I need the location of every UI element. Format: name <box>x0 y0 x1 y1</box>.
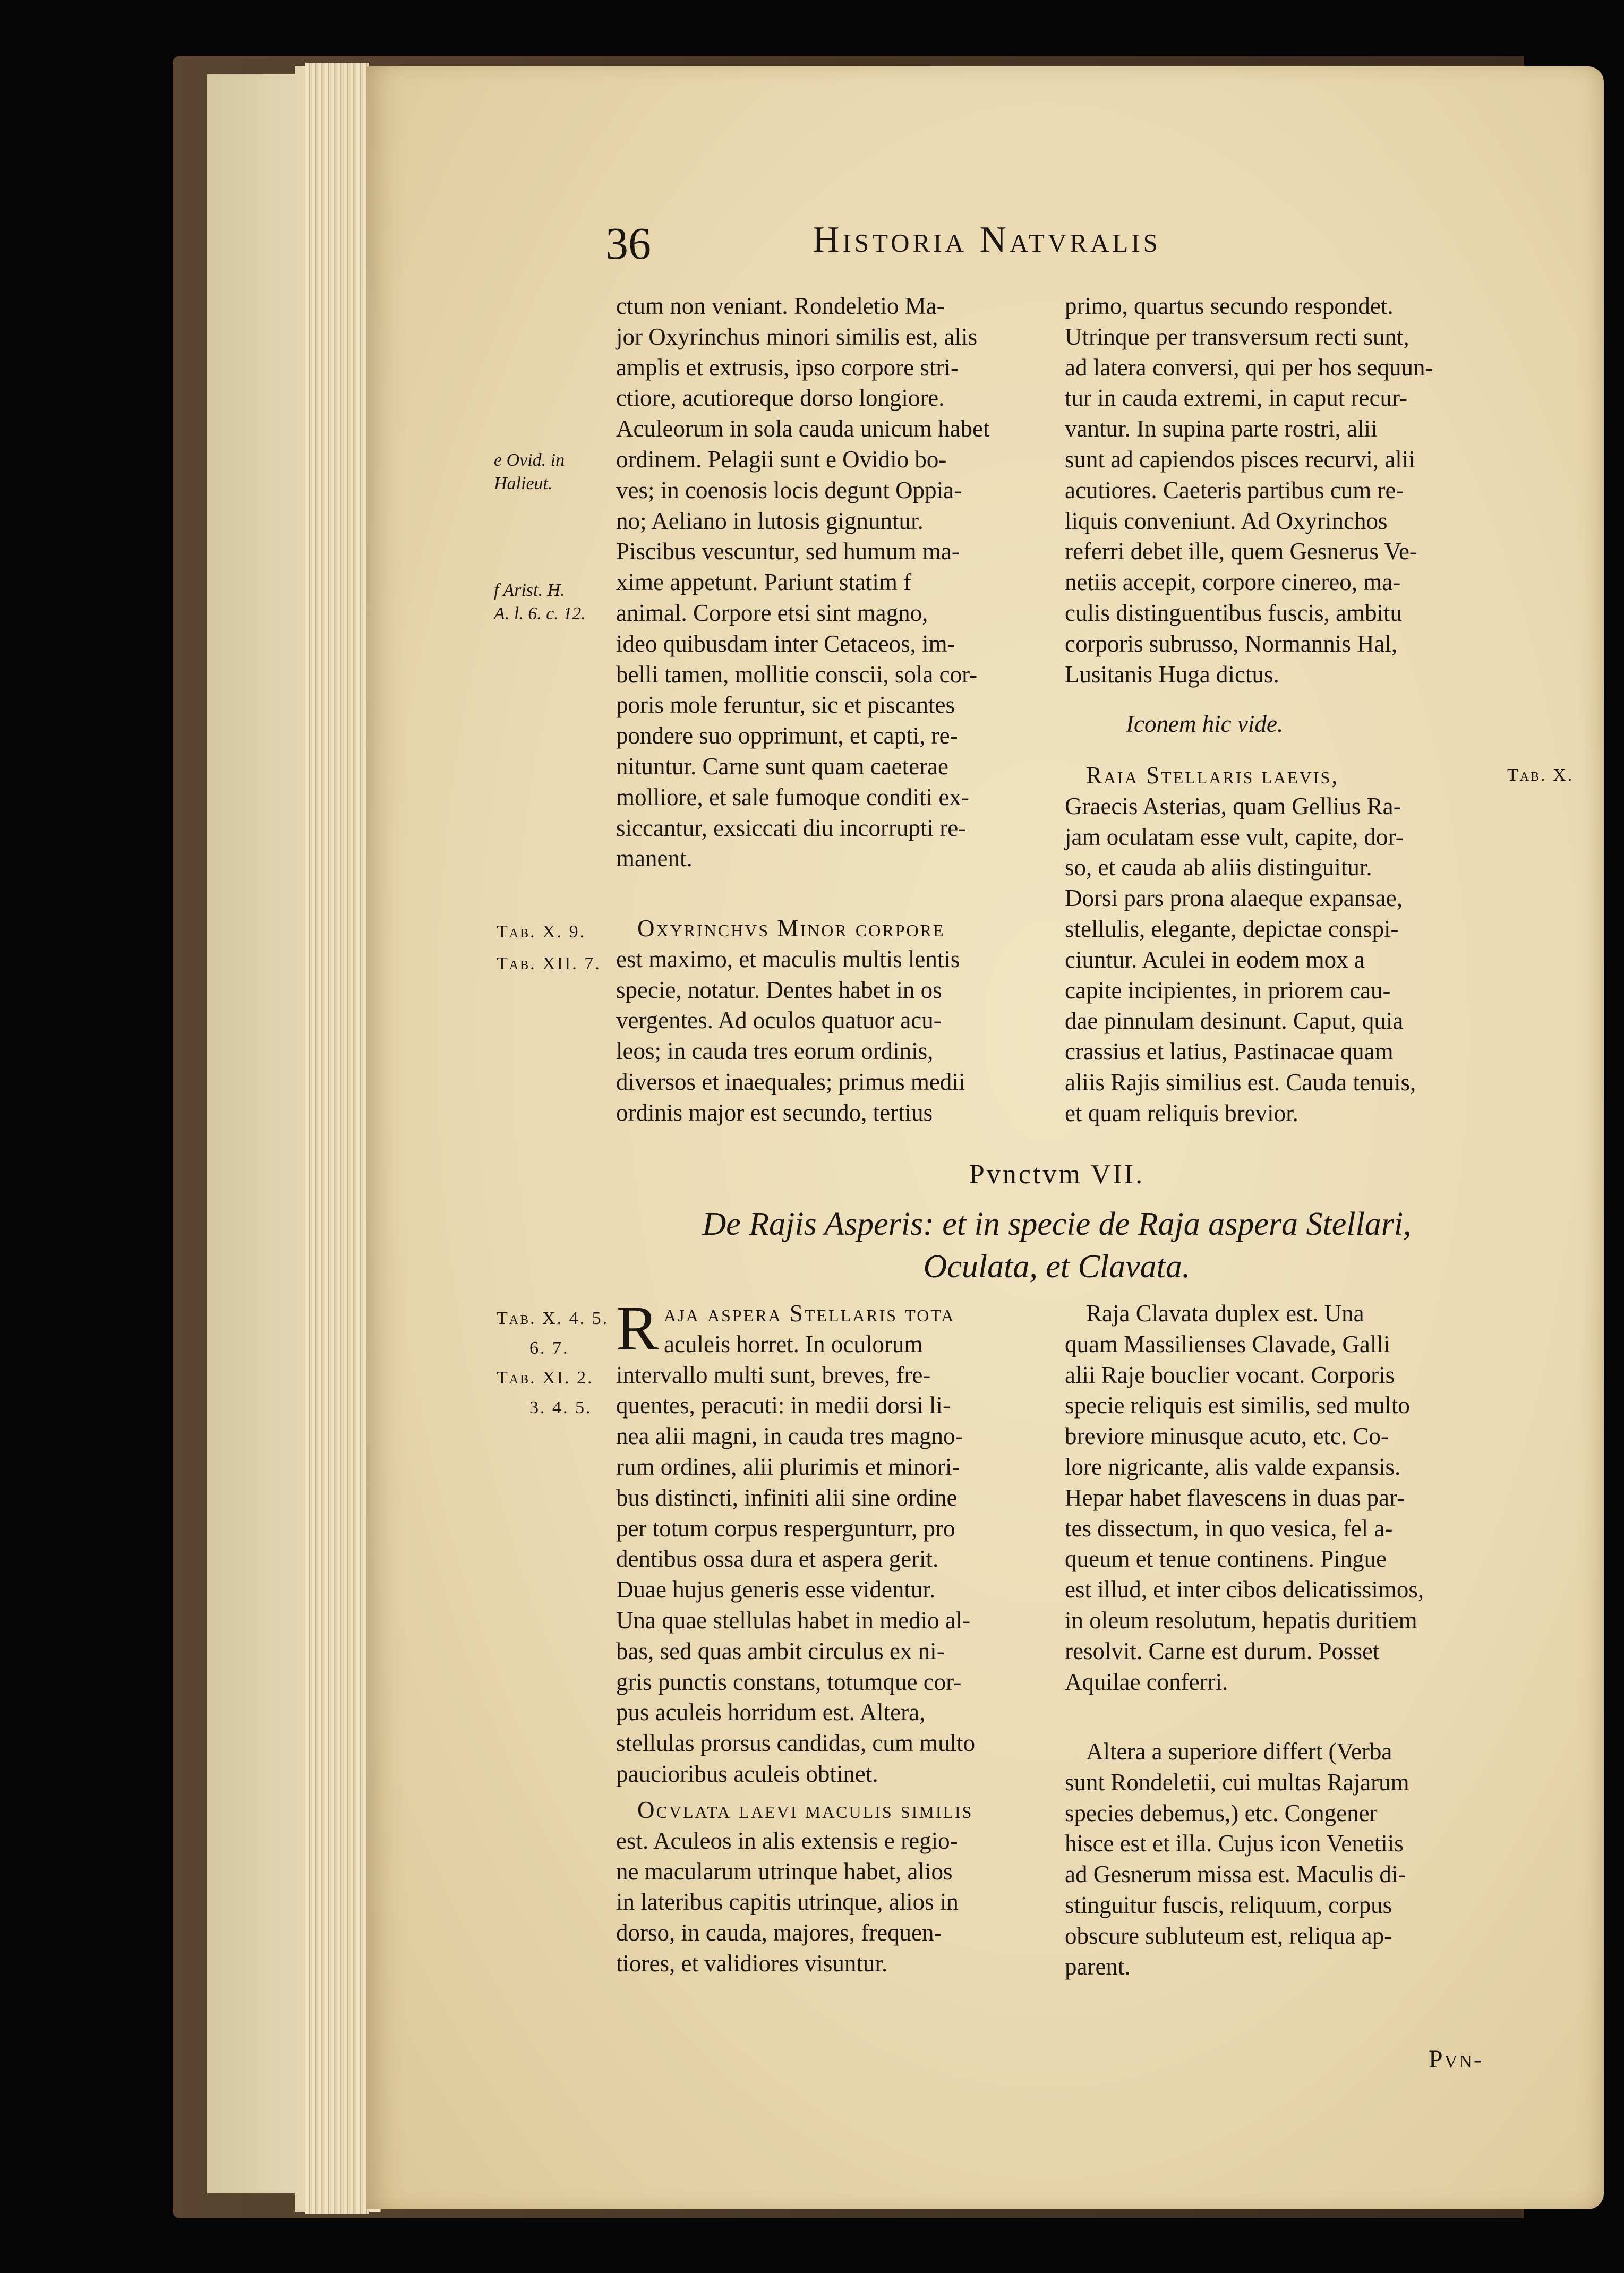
text-line: primo, quartus secundo respondet. <box>1065 293 1394 319</box>
text-line: sunt Rondeletii, cui multas Rajarum <box>1065 1768 1409 1796</box>
text-line: dae pinnulam desinunt. Caput, quia <box>1065 1007 1404 1035</box>
text-line: diversos et inaequales; primus medii <box>616 1068 965 1095</box>
text-line: in lateribus capitis utrinque, alios in <box>616 1889 959 1916</box>
section-punctum: Pvnctvm VII. <box>969 1159 1145 1190</box>
text-line: bas, sed quas ambit circulus ex ni- <box>616 1637 945 1664</box>
margin-line: e Ovid. in <box>494 450 565 470</box>
text-line: vergentes. Ad oculos quatuor acu- <box>616 1007 942 1034</box>
text-line: so, et cauda ab aliis distinguitur. <box>1065 854 1372 881</box>
text-line: rum ordines, alii plurimis et minori- <box>616 1453 960 1480</box>
text-line: vantur. In supina parte rostri, alii <box>1065 415 1378 442</box>
text-line: aculeis horret. In oculorum <box>664 1330 923 1357</box>
iconem-note <box>1065 709 1500 740</box>
margin-line: Halieut. <box>494 474 553 493</box>
text-line: manent. <box>616 845 693 872</box>
text-line: Dorsi pars prona alaeque expansae, <box>1065 885 1403 912</box>
left-column-para2 <box>616 913 1046 1129</box>
drop-cap: R <box>616 1293 659 1363</box>
text-line: ne macularum utrinque habet, alios <box>616 1858 953 1885</box>
left-column-bottom-para2 <box>616 1795 1046 1979</box>
text-line: dorso, in cauda, majores, frequen- <box>616 1919 942 1946</box>
text-line: molliore, et sale fumoque conditi ex- <box>616 783 969 810</box>
text-line: stellulis, elegante, depictae conspi- <box>1065 915 1399 942</box>
text-line: Altera a superiore differt (Verba <box>1086 1738 1392 1765</box>
text-line: breviore minusque acuto, etc. Co- <box>1065 1423 1389 1450</box>
text-line: sunt ad capiendos pisces recurvi, alii <box>1065 446 1415 473</box>
text-line: amplis et extrusis, ipso corpore stri- <box>616 354 959 381</box>
text-line: tiores, et validiores visuntur. <box>616 1950 888 1977</box>
text-line: paucioribus aculeis obtinet. <box>616 1760 878 1787</box>
text-line: jam oculatam esse vult, capite, dor- <box>1065 823 1404 850</box>
text-line: netiis accepit, corpore cinereo, ma- <box>1065 569 1401 596</box>
text-line: pus aculeis horridum est. Altera, <box>616 1699 926 1726</box>
text-line: crassius et latius, Pastinacae quam <box>1065 1038 1394 1065</box>
text-line: Utrinque per transversum recti sunt, <box>1065 323 1409 350</box>
text-line: obscure subluteum est, reliqua ap- <box>1065 1922 1392 1949</box>
text-line: Raja Clavata duplex est. Una <box>1086 1300 1364 1327</box>
right-column-para2 <box>1065 760 1500 1129</box>
text-line: parent. <box>1065 1953 1131 1980</box>
text-line: nea alii magni, in cauda tres magno- <box>616 1423 963 1450</box>
text-line: est. Aculeos in alis extensis e regio- <box>616 1827 958 1854</box>
text-line: ves; in coenosis locis degunt Oppia- <box>616 476 962 503</box>
text-line: aja aspera Stellaris tota <box>664 1300 955 1327</box>
text-line: ad Gesnerum missa est. Maculis di- <box>1065 1861 1406 1888</box>
text-line: stellulas prorsus candidas, cum multo <box>616 1730 976 1757</box>
section-title-line2: Oculata, et Clavata. <box>923 1249 1191 1285</box>
margin-line: f Arist. H. <box>494 580 565 600</box>
text-line: pondere suo opprimunt, et capti, re- <box>616 722 958 749</box>
left-column-top <box>616 291 1046 874</box>
left-column-bottom <box>616 1293 1046 1790</box>
text-line: poris mole feruntur, sic et piscantes <box>616 691 955 719</box>
text-line: ad latera conversi, qui per hos sequun- <box>1065 354 1433 381</box>
text-line: leos; in cauda tres eorum ordinis, <box>616 1038 934 1065</box>
text-line: alii Raje bouclier vocant. Corporis <box>1065 1361 1395 1388</box>
text-line: ctum non veniant. Rondeletio Ma- <box>616 293 945 319</box>
text-line: hisce est et illa. Cujus icon Venetiis <box>1065 1830 1404 1857</box>
text-line: specie reliquis est similis, sed multo <box>1065 1392 1410 1419</box>
section-title-line1: De Rajis Asperis: et in specie de Raja aspera Stellari, <box>702 1206 1412 1242</box>
text-line: gris punctis constans, totumque cor- <box>616 1668 962 1695</box>
text-line: capite incipientes, in priorem cau- <box>1065 977 1391 1004</box>
text-line: stinguitur fuscis, reliquum, corpus <box>1065 1891 1392 1918</box>
text-line: animal. Corpore etsi sint magno, <box>616 599 928 626</box>
margin-line: Tab. XI. 2. <box>497 1368 594 1388</box>
text-line: Ocvlata laevi maculis similis <box>637 1797 973 1823</box>
text-line: per totum corpus respergunturr, pro <box>616 1515 955 1542</box>
text-line: Lusitanis Huga dictus. <box>1065 661 1279 688</box>
text-line: ordinem. Pelagii sunt e Ovidio bo- <box>616 446 947 473</box>
text-line: quam Massilienses Clavade, Galli <box>1065 1330 1390 1357</box>
page-edges <box>305 63 369 2214</box>
text-line: Oxyrinchvs Minor corpore <box>637 915 945 942</box>
text-line: Raia Stellaris laevis, <box>1086 762 1339 789</box>
text-line: tes dissectum, in quo vesica, fel a- <box>1065 1515 1393 1542</box>
text-line: belli tamen, mollitie conscii, sola cor- <box>616 661 978 688</box>
text-line: ciuntur. Aculei in eodem mox a <box>1065 946 1365 973</box>
text-line: Hepar habet flavescens in duas par- <box>1065 1484 1405 1511</box>
text-line: ctiore, acutioreque dorso longiore. <box>616 384 945 412</box>
text-line: in oleum resolutum, hepatis duritiem <box>1065 1607 1417 1634</box>
catchword: Pvn- <box>1429 2045 1484 2073</box>
margin-note-tab1 <box>497 916 601 980</box>
text-line: Aquilae conferri. <box>1065 1668 1228 1695</box>
margin-line: Tab. X. <box>1507 765 1574 785</box>
text-line: ideo quibusdam inter Cetaceos, im- <box>616 630 955 657</box>
text-line: Duae hujus generis esse videntur. <box>616 1576 936 1603</box>
margin-note-tab2 <box>497 1304 609 1423</box>
text-line: resolvit. Carne est durum. Posset <box>1065 1637 1380 1664</box>
text-line: et quam reliquis brevior. <box>1065 1099 1298 1126</box>
text-line: referri debet ille, quem Gesnerus Ve- <box>1065 538 1417 565</box>
text-line: Graecis Asterias, quam Gellius Ra- <box>1065 792 1401 819</box>
text-line: culis distinguentibus fuscis, ambitu <box>1065 599 1402 626</box>
margin-line: 6. 7. <box>529 1338 569 1358</box>
text-line: specie, notatur. Dentes habet in os <box>616 976 942 1003</box>
margin-line: Tab. X. 4. 5. <box>497 1309 609 1328</box>
text-line: xime appetunt. Pariunt statim f <box>616 569 912 596</box>
page-number: 36 <box>605 218 651 269</box>
right-column-top <box>1065 291 1500 690</box>
text-line: siccantur, exsiccati diu incorrupti re- <box>616 814 967 841</box>
text-line: species debemus,) etc. Congener <box>1065 1799 1378 1826</box>
text-line: Una quae stellulas habet in medio al- <box>616 1607 971 1634</box>
margin-line: A. l. 6. c. 12. <box>494 604 586 623</box>
margin-note-arist <box>494 579 586 626</box>
text-line: est maximo, et maculis multis lentis <box>616 945 960 972</box>
margin-line: Tab. XII. 7. <box>497 954 601 973</box>
margin-note-tab-right <box>1507 764 1574 787</box>
running-title: Historia Natvralis <box>813 219 1161 260</box>
text-line: tur in cauda extremi, in caput recur- <box>1065 384 1408 412</box>
text-line: jor Oxyrinchus minori similis est, alis <box>616 323 977 350</box>
text-line: queum et tenue continens. Pingue <box>1065 1545 1387 1573</box>
text-line: ordinis major est secundo, tertius <box>616 1099 933 1126</box>
iconem-line: Iconem hic vide. <box>1126 711 1284 737</box>
text-line: no; Aeliano in lutosis gignuntur. <box>616 507 924 534</box>
text-line: aliis Rajis similius est. Cauda tenuis, <box>1065 1069 1416 1096</box>
margin-line: Tab. X. 9. <box>497 922 586 942</box>
text-line: bus distincti, infiniti alii sine ordine <box>616 1484 958 1511</box>
text-line: corporis subrusso, Normannis Hal, <box>1065 630 1398 657</box>
margin-line: 3. 4. 5. <box>529 1398 592 1417</box>
right-column-bottom <box>1065 1298 1500 1697</box>
text-line: intervallo multi sunt, breves, fre- <box>616 1361 931 1388</box>
text-line: acutiores. Caeteris partibus cum re- <box>1065 476 1404 503</box>
text-line: liquis conveniunt. Ad Oxyrinchos <box>1065 507 1388 534</box>
text-line: lore nigricante, alis valde expansis. <box>1065 1453 1401 1480</box>
text-line: dentibus ossa dura et aspera gerit. <box>616 1545 939 1573</box>
text-line: Piscibus vescuntur, sed humum ma- <box>616 538 960 565</box>
text-line: quentes, peracuti: in medii dorsi li- <box>616 1392 951 1419</box>
text-line: nituntur. Carne sunt quam caeterae <box>616 753 949 780</box>
text-line: Aculeorum in sola cauda unicum habet <box>616 415 990 442</box>
margin-note-ovid <box>494 449 565 495</box>
text-line: est illud, et inter cibos delicatissimos, <box>1065 1576 1424 1603</box>
right-column-bottom-para2 <box>1065 1737 1500 1982</box>
